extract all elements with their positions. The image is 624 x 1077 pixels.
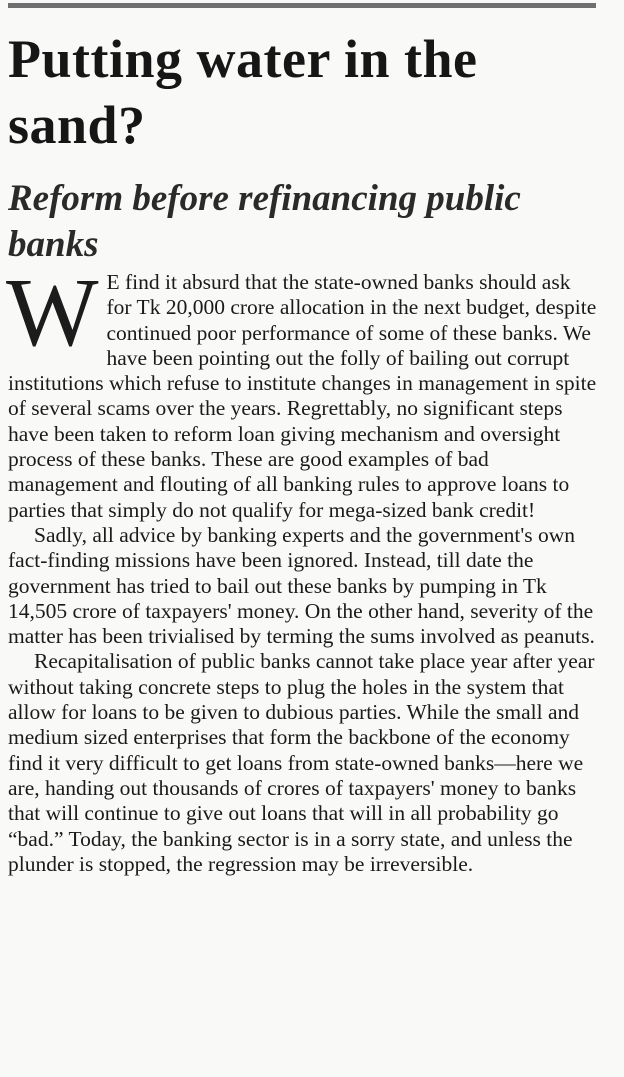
paragraph-1-text: E find it absurd that the state-owned banks should ask for Tk 20,000 crore allocation in the next budget, despite continued poor performance of some of these banks. We have been pointing out the folly of bailing out corrupt institutions which refuse to institute changes in management in spite of several scams over the years. Regrettably, no significant steps have been taken to reform loan giving mechanism and oversight process of these banks. These are good examples of bad management and flouting of all banking rules to approve loans to parties that simply do not qualify for mega-sized bank credit!	[8, 270, 597, 522]
subheadline: Reform before refinancing public banks	[8, 178, 521, 265]
paragraph-3: Recapitalisation of public banks cannot take place year after year without taking concrete steps to plug the holes in the system that allow for loans to be given to dubious parties. While the small and medium sized enterprises that form the backbone of the economy find it very difficult to get loans from state-owned banks—here we are, handing out thousands of crores of taxpayers' money to banks that will continue to give out loans that will in all probability go “bad.” Today, the banking sector is in a sorry state, and unless the plunder is stopped, the regression may be irreversible.	[8, 649, 595, 876]
paragraph-2: Sadly, all advice by banking experts and the government's own fact-finding missions have been ignored. Instead, till date the government has tried to bail out these banks by pumping in Tk 14,505 crore of taxpayers' money. On the other hand, severity of the matter has been trivialised by terming the sums involved as peanuts.	[8, 522, 595, 649]
headline: Putting water in the sand?	[8, 29, 478, 155]
drop-cap: W	[6, 259, 99, 367]
paragraph-1	[6, 259, 598, 523]
top-rule	[8, 3, 596, 8]
article-body	[6, 259, 598, 877]
